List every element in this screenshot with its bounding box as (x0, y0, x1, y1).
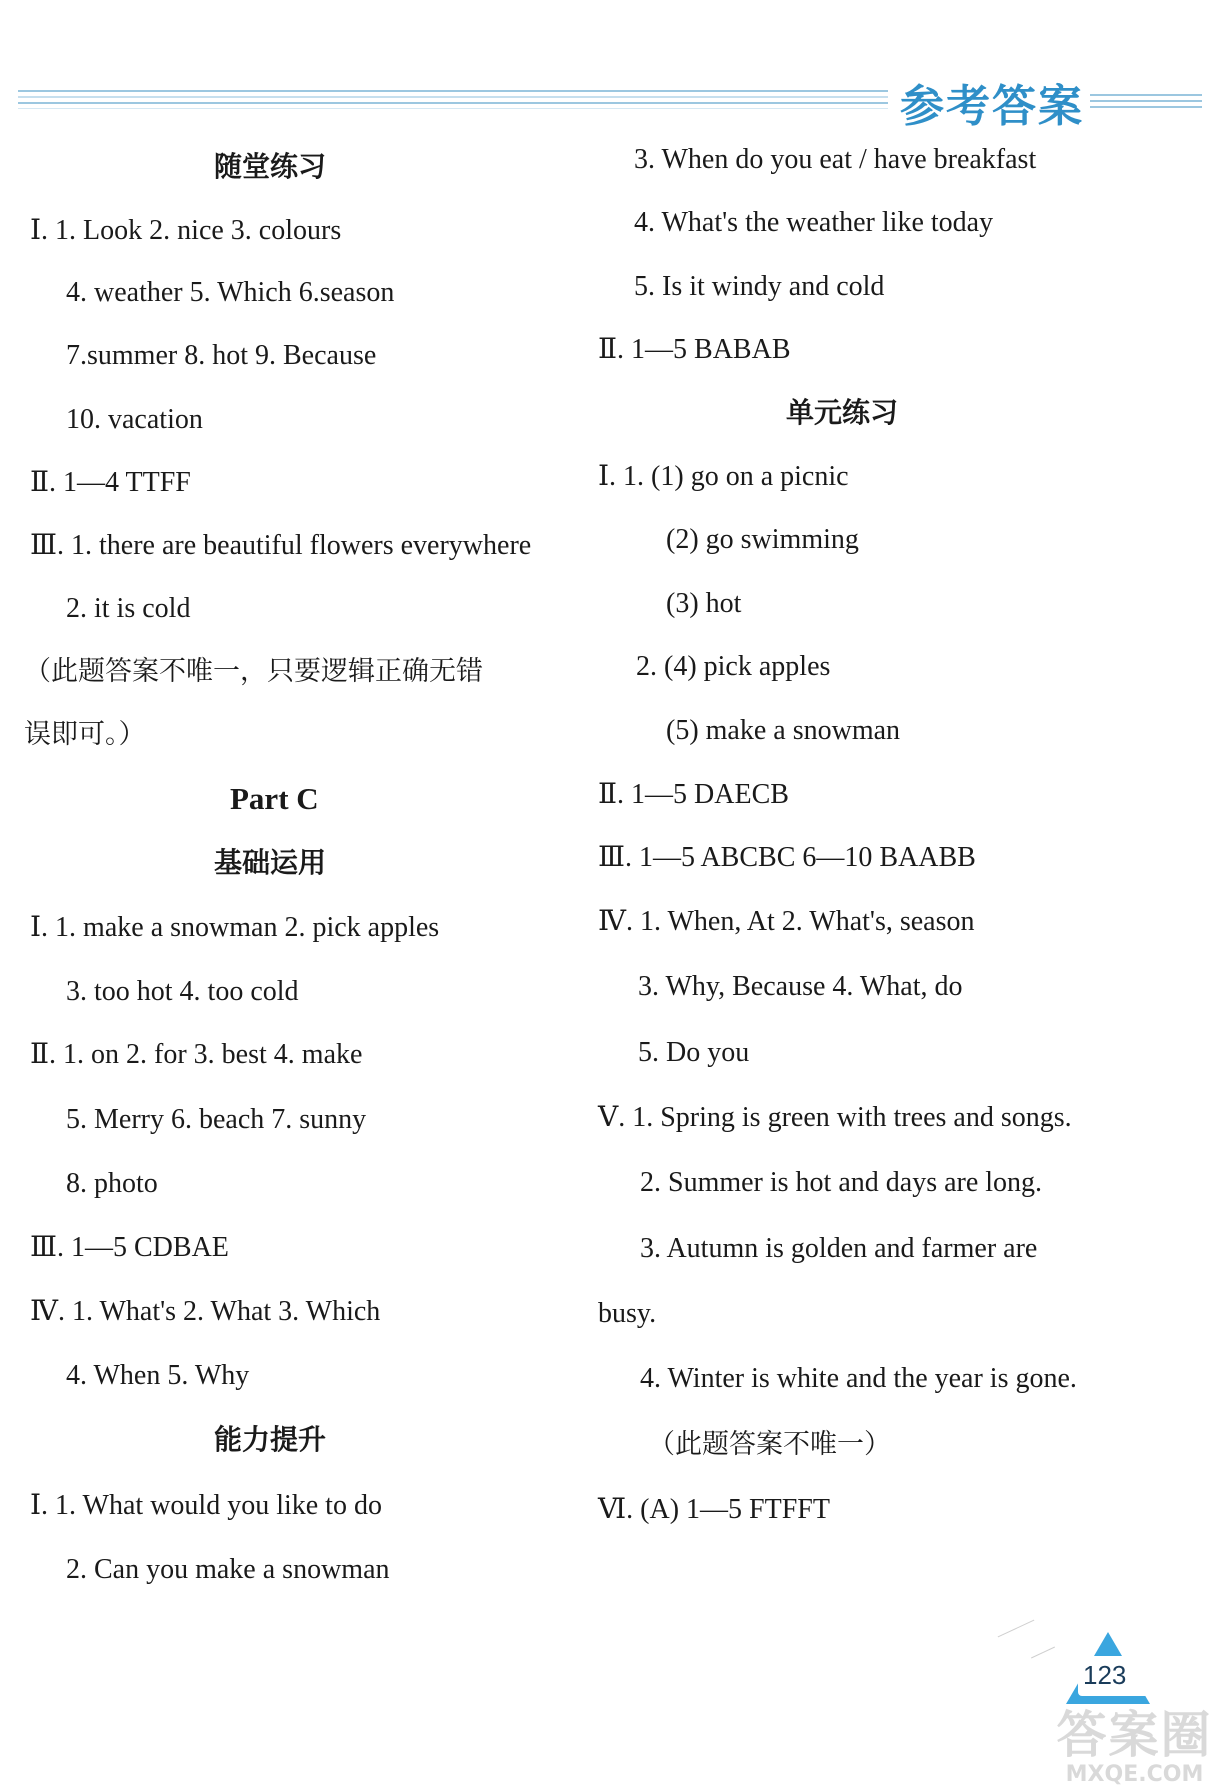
answer-line: Ⅳ. 1. What's 2. What 3. Which (30, 1296, 381, 1327)
header-rule (18, 90, 888, 112)
answer-line: busy. (598, 1298, 657, 1329)
answer-line: 4. weather 5. Which 6.season (66, 277, 395, 308)
answer-line: Ⅱ. 1—5 DAECB (598, 779, 789, 810)
answer-line: 2. Can you make a snowman (66, 1554, 390, 1585)
answer-line: 3. Why, Because 4. What, do (638, 971, 963, 1002)
answer-line: 3. too hot 4. too cold (66, 976, 299, 1007)
answer-line: (3) hot (666, 588, 742, 619)
header-rule-right (1090, 94, 1202, 112)
answer-line: 5. Merry 6. beach 7. sunny (66, 1104, 367, 1135)
answer-line: Ⅱ. 1—4 TTFF (30, 467, 191, 498)
answer-line: Ⅱ. 1. on 2. for 3. best 4. make (30, 1039, 363, 1070)
answer-line: Ⅲ. 1—5 ABCBC 6—10 BAABB (598, 842, 976, 873)
answer-line: 5. Do you (638, 1037, 750, 1068)
watermark-url: MXQE.COM (1065, 1762, 1204, 1787)
answer-line: 2. (4) pick apples (636, 651, 831, 682)
answer-note: （此题答案不唯一，只要逻辑正确无错 (24, 656, 483, 687)
answer-line: 8. photo (66, 1168, 158, 1199)
answer-line: 10. vacation (66, 404, 203, 435)
page-title: 参考答案 (900, 81, 1084, 132)
answer-line: Ⅰ. 1. make a snowman 2. pick apples (30, 912, 440, 943)
answer-line: Ⅴ. 1. Spring is green with trees and songs. (598, 1102, 1072, 1133)
answer-line: Ⅲ. 1. there are beautiful flowers everywhere (30, 530, 532, 561)
answer-line: Ⅰ. 1. What would you like to do (30, 1490, 382, 1521)
answer-line: 5. Is it windy and cold (634, 271, 885, 302)
part-heading: Part C (230, 781, 319, 816)
answer-line: 4. When 5. Why (66, 1360, 250, 1391)
answer-line: 7.summer 8. hot 9. Because (66, 340, 377, 371)
answer-line: (2) go swimming (666, 524, 859, 555)
answer-line: Ⅱ. 1—5 BABAB (598, 334, 791, 365)
section-heading: 单元练习 (786, 396, 899, 429)
watermark-logo (1052, 1708, 1217, 1788)
answer-line: Ⅰ. 1. Look 2. nice 3. colours (30, 215, 342, 246)
answer-line: 2. Summer is hot and days are long. (640, 1167, 1043, 1198)
answer-note: 误即可。） (24, 719, 146, 750)
answer-line: 3. Autumn is golden and farmer are (640, 1233, 1038, 1264)
page-number: 123 (1083, 1660, 1127, 1690)
answer-line: (5) make a snowman (666, 715, 901, 746)
answer-line: 4. What's the weather like today (634, 207, 994, 238)
answer-line: Ⅵ. (A) 1—5 FTFFT (598, 1494, 830, 1525)
answer-line: 4. Winter is white and the year is gone. (640, 1363, 1077, 1394)
section-heading: 随堂练习 (214, 150, 327, 183)
answer-line: Ⅳ. 1. When, At 2. What's, season (598, 906, 975, 937)
answer-line: 3. When do you eat / have breakfast (634, 144, 1037, 175)
answer-line: Ⅲ. 1—5 CDBAE (30, 1232, 229, 1263)
decorative-stroke (998, 1620, 1035, 1638)
answer-note: （此题答案不唯一） (648, 1429, 891, 1460)
section-heading: 能力提升 (214, 1423, 327, 1456)
section-heading: 基础运用 (214, 846, 327, 879)
answer-line: 2. it is cold (66, 593, 191, 624)
answer-line: Ⅰ. 1. (1) go on a picnic (598, 461, 849, 492)
watermark-text: 答案圈 (1056, 1706, 1213, 1764)
decorative-stroke (1031, 1647, 1055, 1659)
